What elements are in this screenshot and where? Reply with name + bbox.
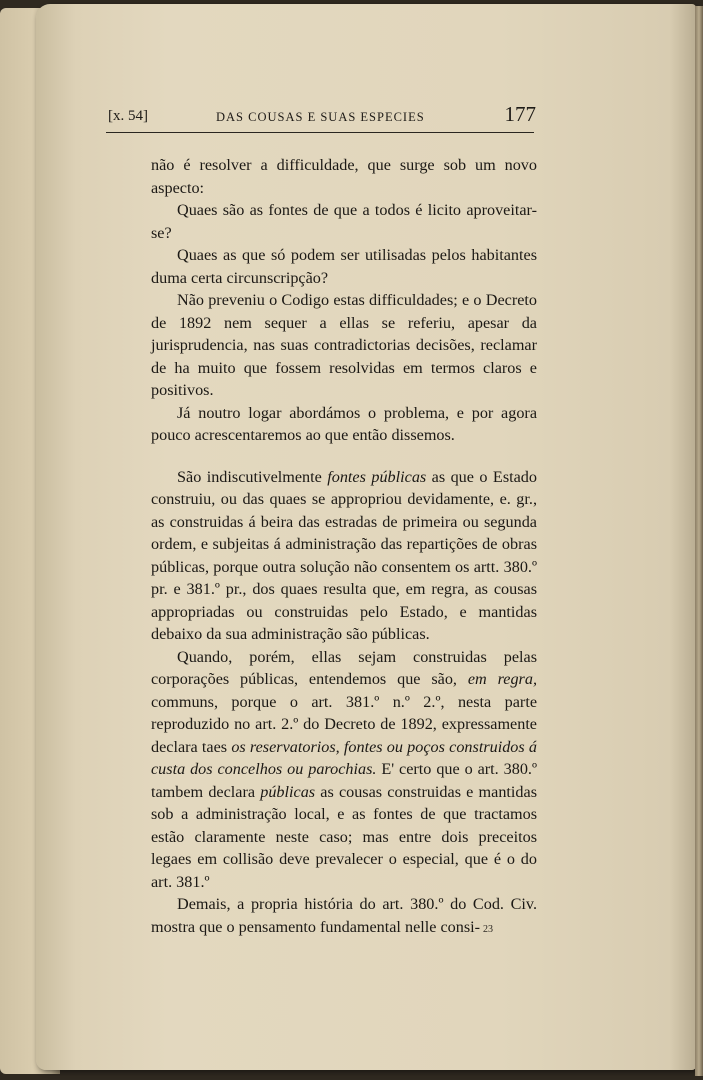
- text-run: Quando, porém, ellas sejam construidas pelas corporações públicas, entendemos que são,: [151, 647, 537, 688]
- running-title: DAS COUSAS E SUAS ESPECIES: [216, 110, 425, 124]
- section-reference: [x. 54]: [108, 108, 148, 124]
- signature-mark: 23: [483, 924, 493, 935]
- running-header: [108, 100, 538, 132]
- page-block-edge: [695, 6, 703, 1076]
- italic-text: os reservatorios, fontes ou poços construidos á custa dos concelhos ou parochias.: [151, 737, 537, 778]
- paragraph: [151, 244, 537, 289]
- paragraph: [151, 154, 537, 199]
- text-run: Não preveniu o Codigo estas difficuldades; e o Decreto de 1892 nem sequer a ellas se referiu, apesar da jurisprudencia, nas suas contradictorias decisões, reclamar de ha muito que fossem resolvidas em termos claros e positivos.: [151, 291, 537, 399]
- paragraph: [151, 402, 537, 447]
- paragraph: [151, 893, 537, 938]
- page-number: 177: [504, 102, 536, 126]
- text-run: Quaes são as fontes de que a todos é licito aproveitar-se?: [151, 201, 537, 242]
- paragraph: [151, 199, 537, 244]
- text-run: São indiscutivelmente: [177, 467, 328, 486]
- italic-text: públicas: [260, 782, 316, 801]
- italic-text: em regra,: [467, 670, 537, 688]
- text-run: Quaes as que só podem ser utilisadas pelos habitantes duma certa circunscripção?: [151, 246, 537, 287]
- paragraph: [151, 646, 537, 894]
- paragraph: [151, 466, 537, 646]
- text-run: as que o Estado construiu, ou das quaes se appropriou devidamente, e. gr., as construidas á beira das estradas de primeira ou segunda ordem, e subjeitas á administração das repartições de obras públicas, porque outra solução não consentem os artt. 380.º pr. e 381.º pr., dos quaes resulta que, em regra, as cousas appropriadas ou construidas pelo Estado, e mantidas debaixo da sua administração são públicas.: [151, 467, 537, 643]
- body-text: [151, 154, 537, 938]
- text-run: Já noutro logar abordámos o problema, e por agora pouco acrescentaremos ao que então dissemos.: [151, 403, 537, 444]
- paragraph: [151, 289, 537, 402]
- text-run: não é resolver a difficuldade, que surge sob um novo aspecto:: [151, 156, 537, 197]
- header-rule: [106, 132, 534, 133]
- text-run: E' certo que o art. 380.º tambem declara: [151, 760, 537, 801]
- text-run: Demais, a propria história do art. 380.º do Cod. Civ. mostra que o pensamento fundamental nelle consi-: [151, 895, 537, 936]
- text-run: as cousas construidas e mantidas sob a administração local, e as fontes de que tractamos estão claramente neste caso; mas entre dois preceitos legaes em collisão deve prevalecer o especial, que é o do art. 381.º: [151, 782, 537, 891]
- text-run: communs, porque o art. 381.º n.º 2.º, nesta parte reproduzido no art. 2.º do Decreto de 1892, expressamente declara taes: [151, 692, 537, 756]
- italic-text: fontes públicas: [327, 467, 427, 486]
